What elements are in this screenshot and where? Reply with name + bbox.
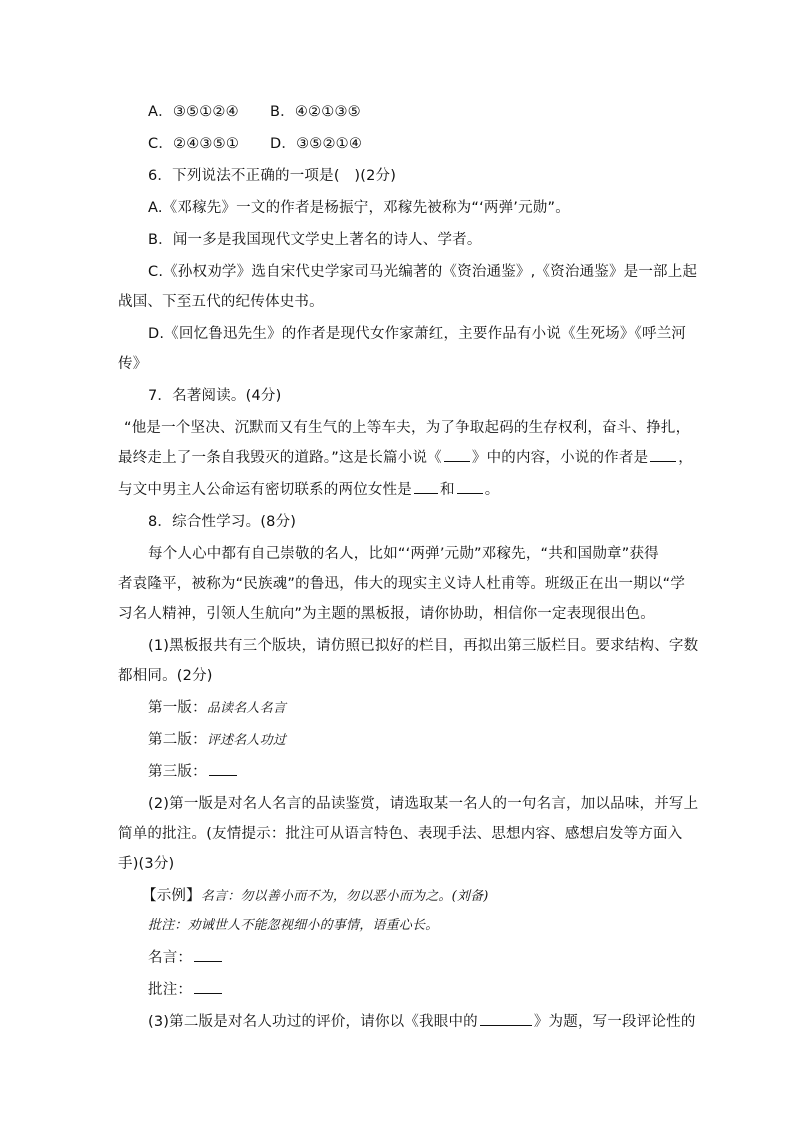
q6-option-d-line2: 传》	[118, 356, 148, 372]
q8-part3-text-a: (3)第二版是对名人功过的评价，请你以《我眼中的	[148, 1014, 478, 1030]
example-tag: 【示例】	[142, 888, 201, 904]
q5-option-d: D．③⑤②①④	[270, 136, 363, 152]
q8-intro-line3: 习名人精神，引领人生航向”为主题的黑板报，请你协助，相信你一定表现很出色。	[118, 606, 655, 622]
q8-part2-line2: 简单的批注。(友情提示：批注可从语言特色、表现手法、思想内容、感想启发等方面入	[118, 826, 683, 842]
q7-stem: 7．名著阅读。(4分)	[148, 388, 282, 404]
q7-passage-line3	[118, 480, 499, 500]
example-note: 批注：劝诫世人不能忽视细小的事情，语重心长。	[148, 918, 439, 933]
author-blank[interactable]	[650, 460, 676, 462]
board-3-label: 第三版：	[148, 764, 207, 780]
board-3-blank[interactable]	[209, 774, 237, 776]
board-2	[148, 730, 286, 751]
quote-blank[interactable]	[194, 960, 222, 962]
example-quote-text: 名言：勿以善小而不为，勿以恶小而为之。(刘备)	[200, 889, 489, 904]
q8-part1-line2: 都相同。(2分)	[118, 668, 213, 684]
female-character-2-blank[interactable]	[457, 492, 483, 494]
example-quote	[142, 886, 489, 907]
q7-text-b: 》中的内容，小说的作者是	[471, 450, 649, 466]
note-answer	[148, 980, 224, 1000]
q8-intro-line2: 者袁隆平，被称为“民族魂”的鲁迅，伟大的现实主义诗人杜甫等。班级正在出一期以“学	[118, 576, 686, 592]
board-3	[148, 762, 239, 782]
q6-option-a: A.《邓稼先》一文的作者是杨振宁，邓稼先被称为“‘两弹’元勋”。	[148, 200, 570, 216]
quote-label: 名言：	[148, 950, 193, 966]
board-1-value: 品读名人名言	[206, 701, 287, 716]
female-character-1-blank[interactable]	[414, 492, 438, 494]
quote-answer	[148, 948, 224, 968]
q8-intro-line1: 每个人心中都有自己崇敬的名人，比如“‘两弹’元勋”邓稼先，“共和国勋章”获得	[148, 546, 659, 562]
q7-text-c: ，	[678, 450, 693, 466]
q8-part3-line1	[148, 1012, 696, 1032]
board-2-label: 第二版：	[148, 732, 207, 748]
q6-option-c-line2: 战国、下至五代的纪传体史书。	[118, 294, 324, 310]
essay-title-blank[interactable]	[480, 1024, 532, 1026]
q7-text-d: 与文中男主人公命运有密切联系的两位女性是	[118, 482, 412, 498]
q7-text-f: 。	[484, 482, 500, 498]
q8-part2-line1: (2)第一版是对名人名言的品读鉴赏，请选取某一名人的一句名言，加以品味，并写上	[148, 796, 699, 812]
board-2-value: 评述名人功过	[206, 733, 287, 748]
q5-option-c: C．②④③⑤①	[148, 136, 240, 152]
q8-part1-line1: (1)黑板报共有三个版块，请仿照已拟好的栏目，再拟出第三版栏目。要求结构、字数	[148, 638, 699, 654]
q7-text-a: 最终走上了一条自我毁灭的道路。”这是长篇小说《	[118, 450, 442, 466]
note-blank[interactable]	[194, 992, 222, 994]
q8-part3-text-b: 》为题，写一段评论性的	[533, 1014, 696, 1030]
q6-option-b: B．闻一多是我国现代文学史上著名的诗人、学者。	[148, 232, 482, 248]
q7-text-e: 和	[440, 482, 455, 498]
q6-option-d-line1: D.《回忆鲁迅先生》的作者是现代女作家萧红，主要作品有小说《生死场》《呼兰河	[148, 326, 687, 342]
q7-passage-line2	[118, 448, 693, 468]
q6-stem: 6．下列说法不正确的一项是( )(2分)	[148, 168, 397, 184]
board-1	[148, 698, 286, 719]
q6-option-c-line1: C.《孙权劝学》选自宋代史学家司马光编著的《资治通鉴》,《资治通鉴》是一部上起	[148, 264, 698, 280]
board-1-label: 第一版：	[148, 700, 207, 716]
note-label: 批注：	[148, 982, 193, 998]
q8-part2-line3: 手)(3分)	[118, 856, 175, 872]
q8-stem: 8．综合性学习。(8分)	[148, 514, 297, 530]
q5-option-a: A．③⑤①②④	[148, 104, 239, 120]
novel-title-blank[interactable]	[444, 460, 470, 462]
q5-option-b: B．④②①③⑤	[270, 104, 361, 120]
q7-passage-line1: “他是一个坚决、沉默而又有生气的上等车夫，为了争取起码的生存权利，奋斗、挣扎，	[124, 420, 691, 436]
